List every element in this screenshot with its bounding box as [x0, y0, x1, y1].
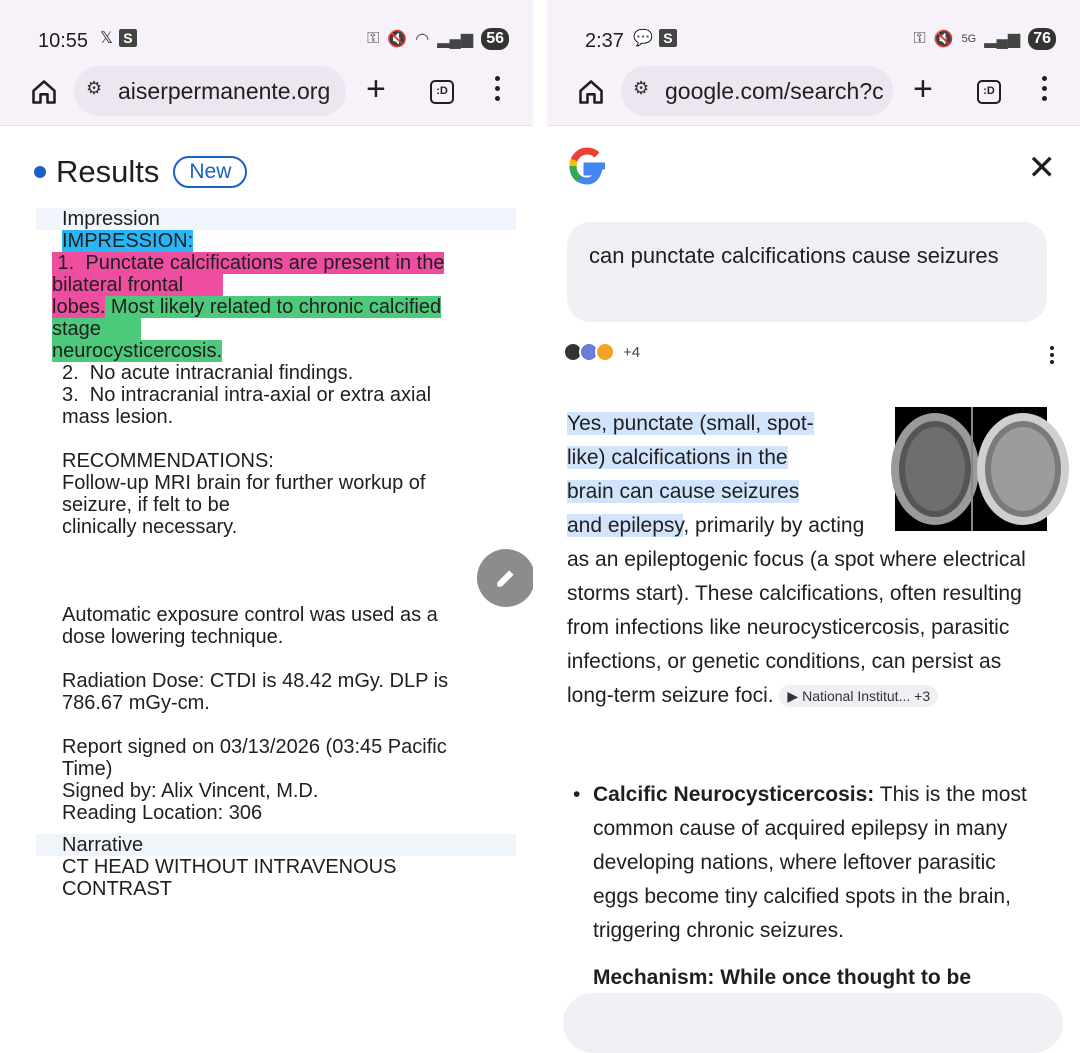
- tab-switcher-icon[interactable]: :D: [977, 80, 1001, 104]
- dose-line-a: Radiation Dose: CTDI is 48.42 mGy. DLP is: [62, 670, 449, 692]
- ask-anything-bar[interactable]: [563, 993, 1063, 1053]
- notification-icons: [633, 28, 677, 48]
- tab-switcher-icon[interactable]: :D: [430, 80, 454, 104]
- signed-line-b: Time): [62, 758, 113, 780]
- narrative-heading: Narrative: [36, 834, 516, 856]
- edit-fab-button[interactable]: [477, 549, 535, 607]
- url-text: google.com/search?c: [665, 78, 884, 104]
- key-icon: ⚿: [367, 30, 380, 47]
- new-tab-icon[interactable]: +: [366, 70, 386, 108]
- signal-icon: ▂▄▆: [437, 31, 474, 48]
- finding-2: 2. No acute intracranial findings.: [62, 362, 354, 384]
- mute-icon: 🔇: [933, 31, 954, 48]
- ct-scan-image: [895, 407, 1047, 531]
- recommendation-line-b: seizure, if felt to be: [62, 494, 230, 516]
- status-time: 10:55: [38, 30, 89, 52]
- mute-icon: 🔇: [387, 31, 408, 48]
- pencil-icon: [493, 565, 519, 591]
- finding-1-line-d: Most likely related to chronic calcified: [105, 296, 442, 318]
- reading-location: Reading Location: 306: [62, 802, 263, 824]
- home-icon[interactable]: [30, 78, 58, 106]
- impression-caps: IMPRESSION:: [62, 230, 194, 252]
- finding-3-line-a: 3. No intracranial intra-axial or extra axial: [62, 384, 432, 406]
- url-bar[interactable]: [74, 66, 346, 116]
- notification-icons: [100, 28, 137, 48]
- finding-1-line-e: stage: [52, 318, 141, 340]
- close-icon[interactable]: ✕: [1027, 149, 1056, 187]
- new-tab-icon[interactable]: +: [913, 70, 933, 108]
- google-logo-icon: [565, 144, 609, 188]
- wifi-icon: ◠: [415, 31, 430, 48]
- answer-highlight-2: like) calcifications in the: [567, 446, 788, 469]
- recommendation-line-c: clinically necessary.: [62, 516, 238, 538]
- signed-by: Signed by: Alix Vincent, M.D.: [62, 780, 319, 802]
- finding-1-line-c: lobes.: [52, 296, 106, 318]
- site-settings-icon[interactable]: ⚙: [633, 78, 650, 98]
- answer-body: , primarily by acting as an epileptogenic focus (a spot where electrical storms start). These calcifications, often resulting from infections like neurocysticercosis, parasitic infections, or genetic conditions, can persist as long-term seizure foci.: [567, 514, 1026, 707]
- exposure-line-b: dose lowering technique.: [62, 626, 284, 648]
- browser-chrome: [0, 0, 533, 126]
- citation-more: +3: [914, 688, 931, 705]
- list-item: [573, 778, 1043, 948]
- site-settings-icon[interactable]: ⚙: [86, 78, 103, 98]
- bullet-dot-icon: [34, 166, 46, 178]
- citation-play-icon: ▶: [787, 688, 803, 705]
- finding-3-line-b: mass lesion.: [62, 406, 174, 428]
- source-icon: [595, 342, 615, 362]
- url-text: aiserpermanente.org: [118, 78, 331, 104]
- new-badge: New: [173, 156, 247, 188]
- s-app-icon: S: [659, 29, 677, 47]
- bullet-1-title: Calcific Neurocysticercosis:: [593, 783, 875, 806]
- left-phone-screen: [0, 0, 533, 1019]
- sources-more-count: +4: [623, 343, 641, 361]
- impression-heading: Impression: [36, 208, 516, 230]
- right-phone-screen: [547, 0, 1080, 1019]
- 5g-icon: 5G: [961, 33, 977, 45]
- narrative-line-a: CT HEAD WITHOUT INTRAVENOUS: [62, 856, 397, 878]
- signed-line-a: Report signed on 03/13/2026 (03:45 Pacific: [62, 736, 447, 758]
- screen-divider: [533, 0, 547, 1019]
- x-icon: 𝕏: [100, 30, 113, 47]
- recommendation-line-a: Follow-up MRI brain for further workup of: [62, 472, 426, 494]
- ct-scan-thumbnail[interactable]: [895, 407, 1047, 531]
- system-icons: [367, 28, 509, 50]
- browser-toolbar: [547, 64, 1080, 118]
- status-bar: [571, 28, 1056, 56]
- system-icons: [913, 28, 1056, 50]
- more-menu-icon[interactable]: [495, 76, 501, 106]
- dose-line-b: 786.67 mGy-cm.: [62, 692, 210, 714]
- signal-icon: ▂▄▆: [984, 31, 1021, 48]
- status-time: 2:37: [585, 30, 624, 52]
- bullet-2-cut: Mechanism: While once thought to be: [593, 966, 971, 989]
- search-query-bubble: can punctate calcifications cause seizures: [567, 222, 1047, 322]
- recommendations-heading: RECOMMENDATIONS:: [62, 450, 274, 472]
- exposure-line-a: Automatic exposure control was used as a: [62, 604, 438, 626]
- citation-chip[interactable]: [779, 685, 938, 707]
- finding-1-line-a: 1. Punctate calcifications are present in the: [52, 252, 445, 274]
- results-title: Results: [56, 154, 160, 189]
- home-icon[interactable]: [577, 78, 605, 106]
- battery-icon: 56: [481, 28, 509, 50]
- answer-bullets: [573, 778, 1043, 948]
- finding-1-line-f: neurocysticercosis.: [52, 340, 223, 362]
- citation-label: National Institut...: [802, 688, 911, 705]
- more-menu-icon[interactable]: [1042, 76, 1048, 106]
- url-bar[interactable]: [621, 66, 893, 116]
- more-options-icon[interactable]: [1050, 346, 1054, 367]
- answer-highlight-1: Yes, punctate (small, spot-: [567, 412, 814, 435]
- answer-highlight-3: brain can cause seizures: [567, 480, 800, 503]
- key-icon: ⚿: [913, 30, 926, 47]
- s-app-icon: S: [119, 29, 137, 47]
- ai-answer: [567, 407, 1047, 713]
- narrative-line-b: CONTRAST: [62, 878, 172, 900]
- status-bar: [24, 28, 509, 56]
- browser-chrome: [547, 0, 1080, 126]
- chat-icon: 💬: [633, 30, 653, 47]
- bullet-1-text: This is the most common cause of acquired epilepsy in many developing nations, where leftover parasitic eggs become tiny calcified spots in the brain, triggering chronic seizures.: [593, 783, 1027, 942]
- sources-row[interactable]: [563, 342, 640, 362]
- finding-1-line-b: bilateral frontal: [52, 274, 223, 296]
- answer-highlight-4: and epilepsy: [567, 514, 684, 537]
- radiology-report: [36, 208, 516, 900]
- results-header: [34, 154, 247, 190]
- browser-toolbar: [0, 64, 533, 118]
- battery-icon: 76: [1028, 28, 1056, 50]
